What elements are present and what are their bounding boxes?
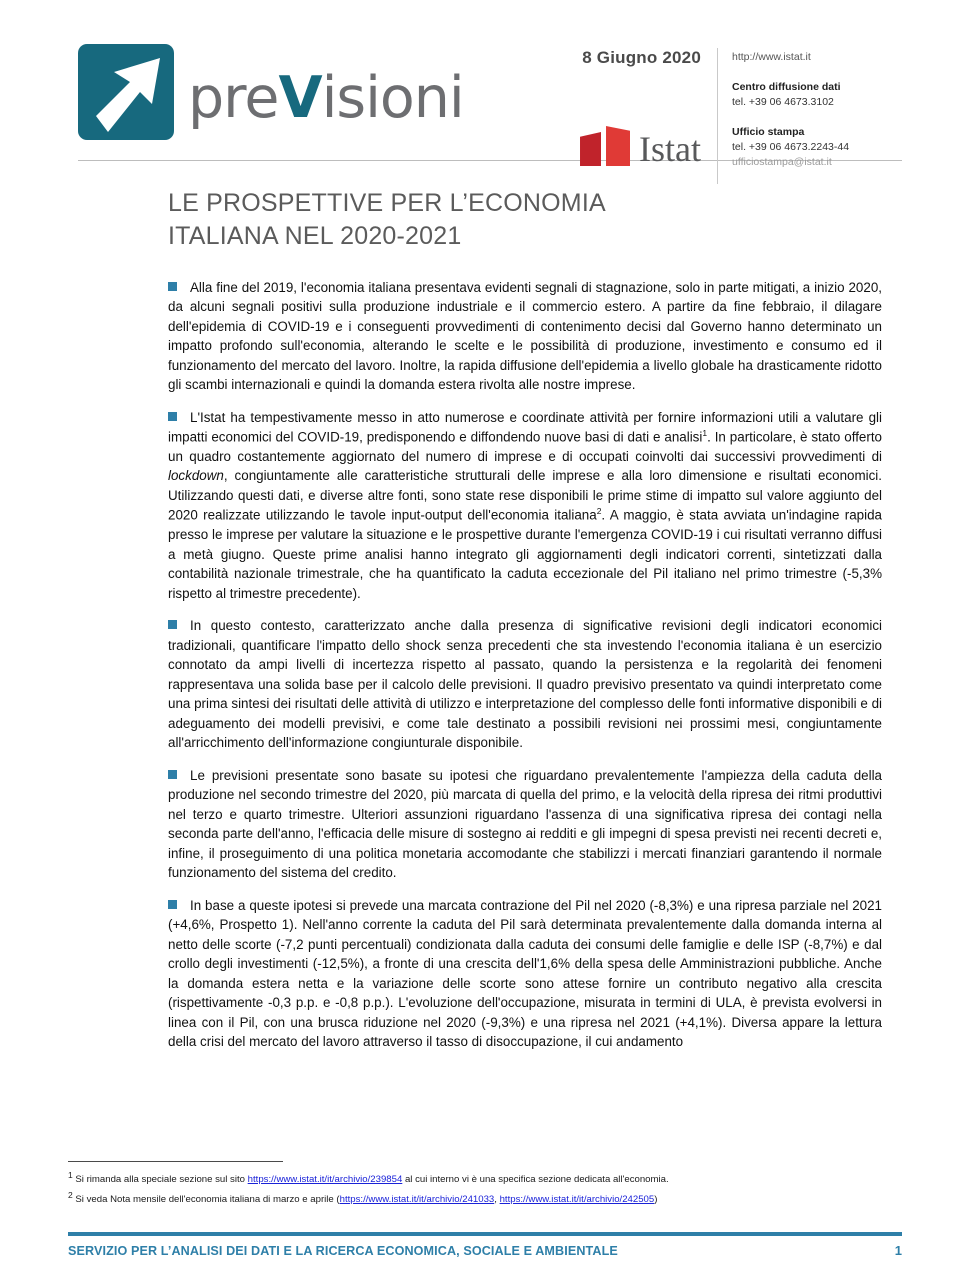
header-right-block xyxy=(580,36,902,184)
paragraph-5-text: In base a queste ipotesi si prevede una marcata contrazione del Pil nel 2020 (-8,3%) e una ripresa parziale nel 2021 (+4,6%, Prospetto 1). Nell'anno corrente la caduta del Pil sarà determinata prevalentemente dalla domanda interna al netto delle scorte (-7,2 punti percentuali) condizionata dalla caduta dei consumi delle famiglie e delle ISP (-8,7%) e dal crollo degli investimenti (-12,5%), a fronte di una crescita dell'1,6% della spesa delle Amministrazioni pubbliche. Anche la domanda estera netta e la variazione delle scorte sono attese fornire un contributo negativo alla crescita (rispettivamente -0,3 p.p. e -0,8 p.p.). L'evoluzione dell'occupazione, misurata in termini di ULA, è prevista evolversi in linea con il Pil, con una brusca riduzione nel 2020 (-9,3%) e una ripresa nel 2021 (+4,1%). Diversa appare la lettura della crisi del mercato del lavoro attraverso il tasso di disoccupazione, il cui andamento xyxy=(168,897,882,1050)
footnote-1-text-after: al cui interno vi è una specifica sezione dedicata all'economia. xyxy=(402,1174,669,1186)
previsioni-brand xyxy=(78,44,464,140)
footnote-ref-2[interactable]: 2 xyxy=(596,506,602,517)
footnote-2 xyxy=(68,1188,902,1208)
contact-label-cdd: Centro diffusione dati xyxy=(732,81,841,94)
footnote-1-marker: 1 xyxy=(68,1169,73,1180)
paragraph-2-part-1: L'Istat ha tempestivamente messo in atto numerose e coordinate attività per fornire informazioni utili a valutare gli impatti economici del COVID-19, predisponendo e diffondendo nuove basi di dati e analisi xyxy=(168,409,882,445)
footer-row xyxy=(68,1243,902,1258)
footnote-2-text-before: Si veda Nota mensile dell'economia italiana di marzo e aprile ( xyxy=(75,1194,340,1206)
bullet-square-icon xyxy=(168,770,177,779)
bullet-square-icon xyxy=(168,620,177,629)
footnote-1-text-before: Si rimanda alla speciale sezione sul sito xyxy=(75,1174,248,1186)
contact-email-ufficio-stampa[interactable]: ufficiostampa@istat.it xyxy=(732,156,832,169)
istat-logo-shape-right xyxy=(606,126,630,166)
paragraph-4-text: Le previsioni presentate sono basate su ipotesi che riguardano prevalentemente l'ampiezza della caduta della produzione nel secondo trimestre del 2020, più marcata di quella del primo, e la velocità della ripresa dei ritmi produttivi nel terzo e quarto trimestre. Ulteriori assunzioni riguardano l'assenza di una significativa ripresa dei contagi nella seconda parte dell'anno, l'efficacia delle misure di sostegno ai redditi e gli impegni di spesa previsti nei recenti decreti e, infine, il proseguimento di una politica monetaria accomodante che stabilizzi i mercati finanziari garantendo il normale funzionamento del sistema del credito. xyxy=(168,767,882,881)
footnote-2-link-1[interactable]: https://www.istat.it/it/archivio/241033 xyxy=(339,1194,495,1206)
page-title-line-1: LE PROSPETTIVE PER L’ECONOMIA xyxy=(168,189,606,217)
paragraph-2-italic-lockdown: lockdown xyxy=(168,468,224,484)
footnote-2-marker: 2 xyxy=(68,1189,73,1200)
arrow-icon xyxy=(78,44,174,140)
paragraph-1 xyxy=(168,278,882,395)
wordmark-post: isioni xyxy=(321,64,464,131)
istat-website-url[interactable]: http://www.istat.it xyxy=(732,51,811,63)
page-title-line-2: ITALIANA NEL 2020-2021 xyxy=(168,222,462,251)
paragraph-2-istat-activities xyxy=(168,408,882,604)
contact-block xyxy=(732,48,902,184)
paragraph-5-forecast xyxy=(168,896,882,1052)
contact-tel-cdd: tel. +39 06 4673.3102 xyxy=(732,96,834,109)
contact-ufficio-stampa xyxy=(732,125,902,171)
contact-centro-diffusione-dati xyxy=(732,80,902,110)
footnote-ref-1[interactable]: 1 xyxy=(702,428,708,438)
date-and-istat-logo xyxy=(580,48,717,169)
footnote-1-link[interactable]: https://www.istat.it/it/archivio/239854 xyxy=(247,1174,403,1186)
bullet-square-icon xyxy=(168,900,177,909)
wordmark-pre: pre xyxy=(188,64,279,131)
issue-date: 8 Giugno 2020 xyxy=(582,48,701,67)
footnote-2-text-after: ) xyxy=(654,1194,658,1206)
bullet-square-icon xyxy=(168,282,177,291)
footer-service-name: SERVIZIO PER L’ANALISI DEI DATI E LA RICERCA ECONOMICA, SOCIALE E AMBIENTALE xyxy=(68,1244,618,1258)
document-footer xyxy=(68,1232,902,1258)
previsioni-logo-mark xyxy=(78,44,174,140)
paragraph-2-part-3: , congiuntamente alle caratteristiche strutturali delle imprese e alla loro dimensione e risultati economici. Utilizzando questi dati, e diverse altre fonti, sono state rese disponibili le prime stime di impatto sul valore aggiunto del 2020 realizzate utilizzando le tavole input-output dell'economia italiana xyxy=(168,468,882,523)
document-body xyxy=(0,161,960,1052)
istat-logo-shape-left xyxy=(580,132,601,166)
footnote-2-separator: , xyxy=(494,1194,500,1206)
page-title xyxy=(168,187,882,254)
paragraph-2-part-2: . In particolare, è stato offerto un quadro costantemente aggiornato del numero di imprese e di occupati coinvolti dai successivi provvedimenti di xyxy=(168,429,882,464)
paragraph-3-text: In questo contesto, caratterizzato anche dalla presenza di significative revisioni degli indicatori economici tradizionali, quantificare l'impatto dello shock senza precedenti che sta investendo l'economia italiana è un esercizio connotato da ampi livelli di incertezza rispetto al passato, quando la persistenza e la regolarità dei fenomeni rappresentava una solida base per il calcolo delle previsioni. Il quadro previsivo presentato va quindi interpretato come una prima sintesi dei risultati delle attività di utilizzo e interpretazione del complesso delle fonti informative disponibili e di adeguamento dei modelli previsivi, e come tale destinato a possibili revisioni nei prossimi mesi, congiuntamente all'arricchimento dell'informazione congiunturale disponibile. xyxy=(168,618,882,751)
istat-logo xyxy=(580,126,701,169)
contact-tel-ufficio-stampa: tel. +39 06 4673.2243-44 xyxy=(732,140,850,153)
header-vertical-divider xyxy=(717,48,718,184)
document-header xyxy=(0,0,960,169)
paragraph-2-part-4: . A maggio, è stata avviata un'indagine rapida presso le imprese per valutare la situazione e le prospettive durante l'emergenza COVID-19 i cui risultati verranno diffusi a metà giugno. Queste prime analisi hanno integrato gli aggiornamenti degli indicatori correnti, sintetizzati dalla contabilità nazionale trimestrale, che ha quantificato la caduta eccezionale del Pil italiano nel primo trimestre (-5,3% rispetto al trimestre precedente). xyxy=(168,507,882,601)
page-number: 1 xyxy=(894,1243,902,1258)
paragraph-4 xyxy=(168,766,882,883)
footnotes-section xyxy=(68,1161,902,1208)
previsioni-wordmark xyxy=(188,64,464,131)
footer-accent-rule xyxy=(68,1232,902,1236)
bullet-square-icon xyxy=(168,412,177,421)
contact-label-ufficio-stampa: Ufficio stampa xyxy=(732,125,805,138)
footnote-separator-rule xyxy=(68,1161,283,1162)
paragraph-3 xyxy=(168,616,882,753)
wordmark-v: V xyxy=(278,64,322,131)
footnote-1 xyxy=(68,1168,902,1188)
istat-wordmark: Istat xyxy=(639,128,701,169)
footnote-2-link-2[interactable]: https://www.istat.it/it/archivio/242505 xyxy=(499,1194,655,1206)
paragraph-1-text: Alla fine del 2019, l'economia italiana presentava evidenti segnali di stagnazione, solo in parte mitigati, a inizio 2020, da alcuni segnali positivi sulla produzione industriale e il commercio estero. A partire da fine febbraio, il dilagare dell'epidemia di COVID-19 e i conseguenti provvedimenti di contenimento decisi dal Governo hanno determinato un impatto profondo sull'economia, alterando le scelte e le possibilità di produzione, investimento e consumo ed il funzionamento del mercato del lavoro. Inoltre, la rapida diffusione dell'epidemia a livello globale ha drasticamente ridotto gli scambi internazionali e quindi la domanda estera rivolta alle nostre imprese. xyxy=(168,279,882,392)
